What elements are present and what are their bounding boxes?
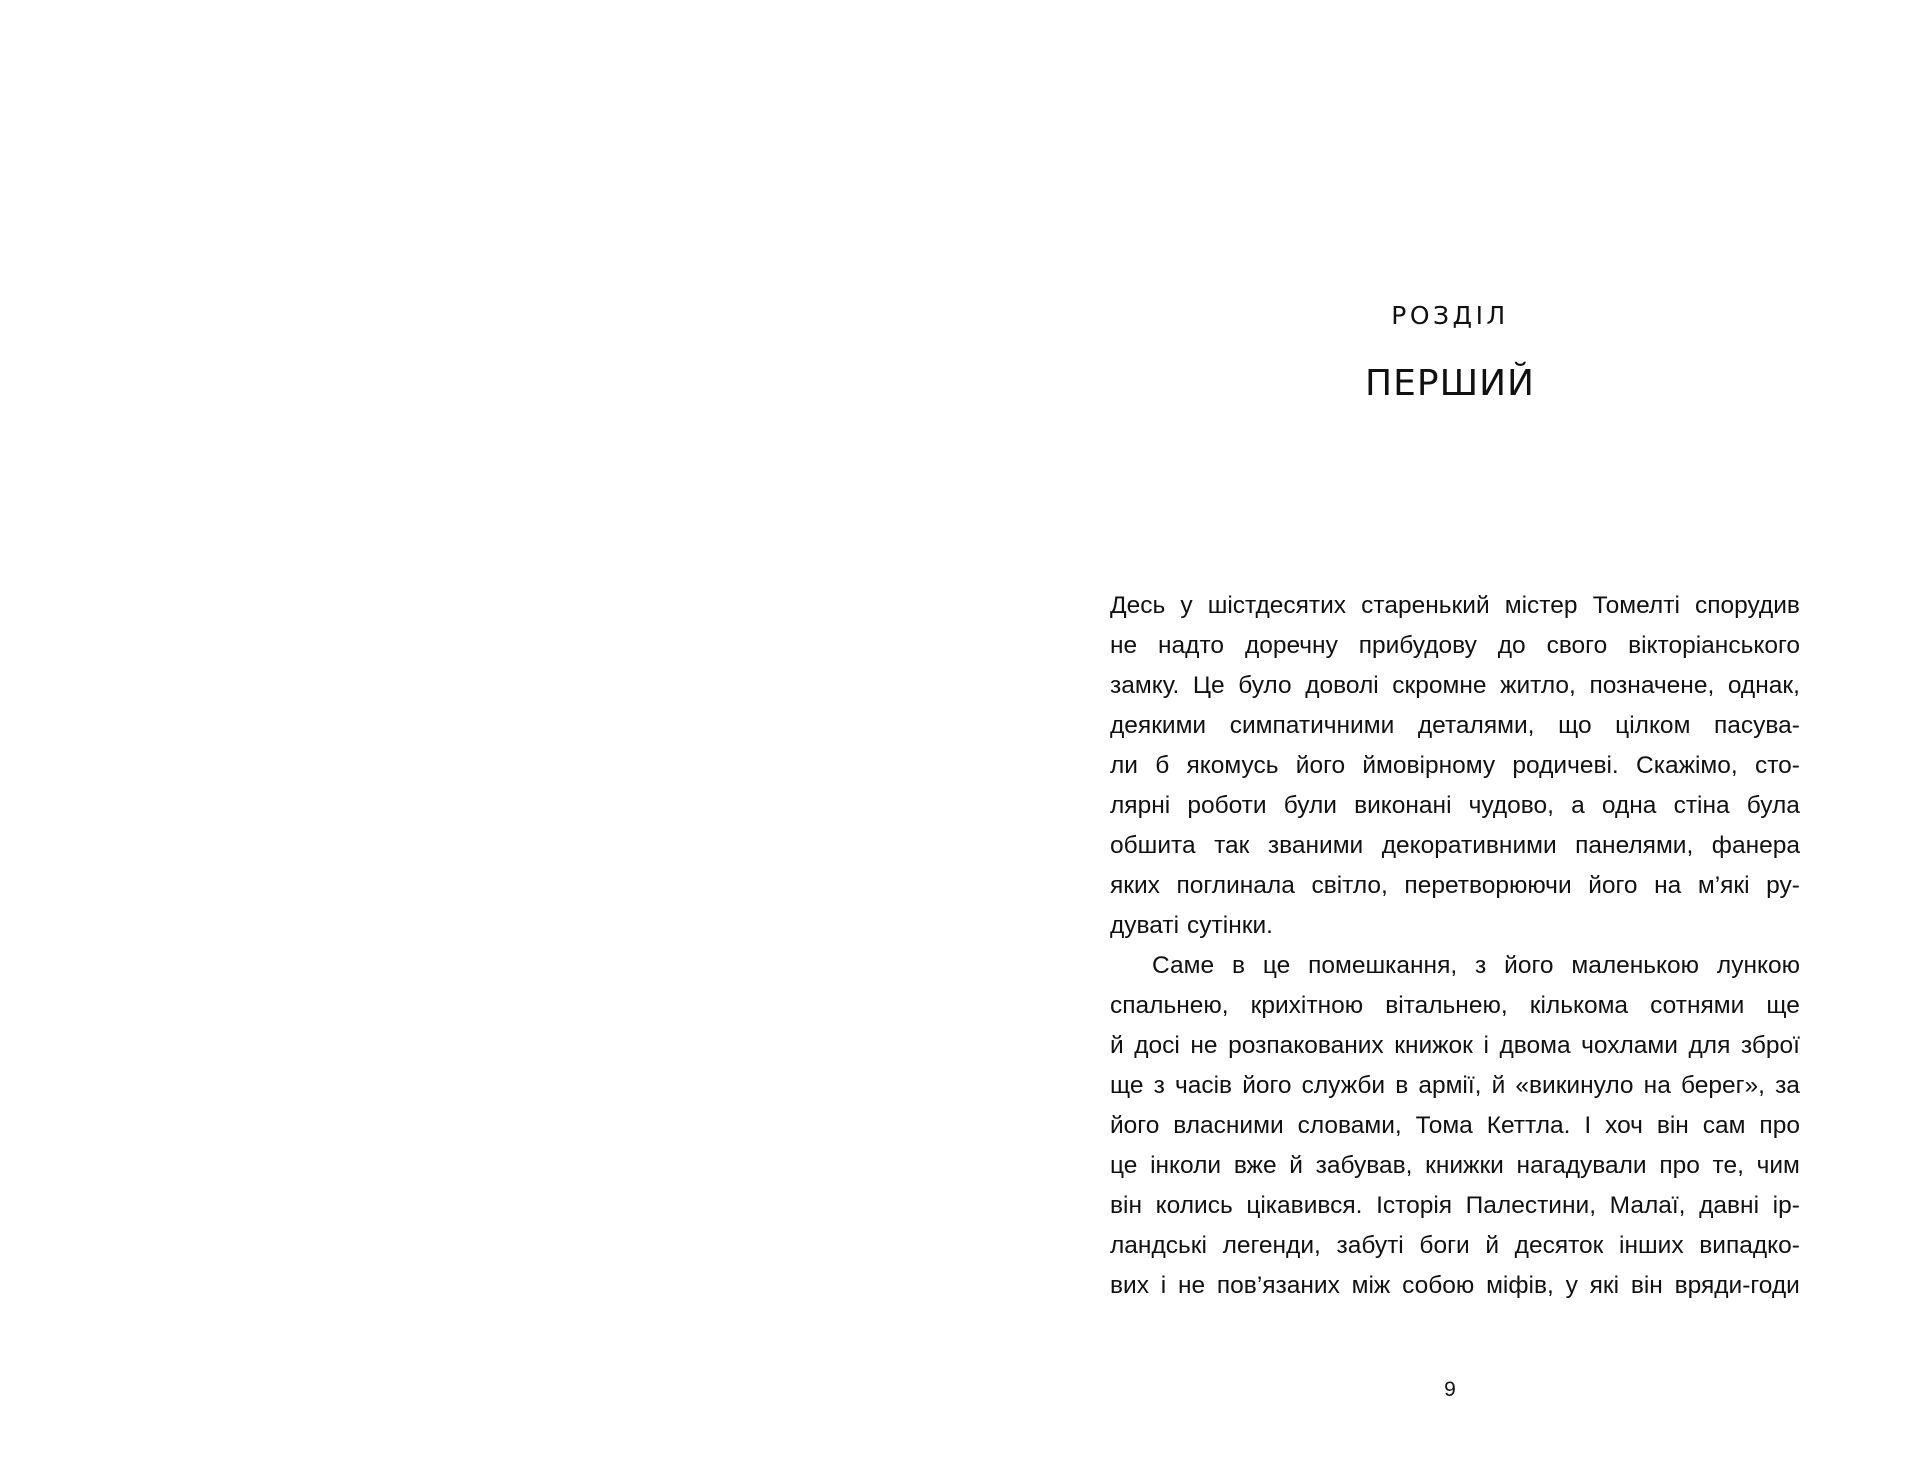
word: а (1571, 792, 1585, 819)
text-line (1110, 1106, 1800, 1146)
word: стіна (1673, 792, 1730, 819)
text-line (1110, 1186, 1800, 1226)
word: ймовірному (1362, 752, 1496, 779)
word: хоч (1605, 1112, 1643, 1139)
word: лункою (1716, 952, 1800, 979)
word: власними (1173, 1112, 1284, 1139)
word: ру- (1766, 872, 1800, 899)
word: що (1558, 712, 1592, 739)
word: деякими (1110, 712, 1207, 739)
word: якомусь (1186, 752, 1279, 779)
word: пов’язаних (1216, 1272, 1340, 1299)
text-line (1110, 626, 1800, 666)
word: ще (1110, 1072, 1144, 1099)
word: Історія (1376, 1192, 1453, 1219)
word: роботи (1187, 792, 1267, 819)
word: вже (1233, 1152, 1277, 1179)
word: Тома (1415, 1112, 1473, 1139)
word: чохлами (1581, 1032, 1678, 1059)
text-line (1110, 946, 1800, 986)
word: перетворюючи (1404, 872, 1572, 899)
word: і (1160, 1272, 1167, 1299)
text-line (1110, 666, 1800, 706)
word: берег», (1680, 1072, 1765, 1099)
text-line (1110, 1226, 1800, 1266)
word: за (1775, 1072, 1800, 1099)
word: вих (1110, 1272, 1149, 1299)
text-line (1110, 1266, 1800, 1306)
word: випадко- (1699, 1232, 1800, 1259)
word: розпакованих (1228, 1032, 1384, 1059)
word: забуті (1336, 1232, 1404, 1259)
word: одна (1601, 792, 1657, 819)
word: зброї (1740, 1032, 1800, 1059)
word: замку. (1110, 672, 1180, 699)
word: його (1588, 872, 1638, 899)
word: до (1497, 632, 1526, 659)
word: було (1238, 672, 1292, 699)
word: Палестини, (1465, 1192, 1597, 1219)
word: Скажімо, (1636, 752, 1738, 779)
word: його (1295, 752, 1346, 779)
word: симпатичними (1229, 712, 1395, 739)
word: його (1504, 952, 1554, 979)
text-line (1110, 1146, 1800, 1186)
word: в (1231, 952, 1245, 979)
word: у (1565, 1272, 1578, 1299)
word: світло, (1311, 872, 1388, 899)
word: ли (1110, 752, 1138, 779)
word: Томелті (1592, 592, 1680, 619)
word: книжки (1425, 1152, 1504, 1179)
word: давні (1699, 1192, 1760, 1219)
word: сто- (1754, 752, 1800, 779)
word: фанера (1711, 832, 1800, 859)
word: чим (1756, 1152, 1800, 1179)
word: родичеві. (1512, 752, 1619, 779)
text-line (1110, 866, 1800, 906)
word: надто (1158, 632, 1225, 659)
word: поглинала (1176, 872, 1295, 899)
word: скромне (1392, 672, 1487, 699)
word: пасува- (1714, 712, 1800, 739)
word: для (1688, 1032, 1731, 1059)
word: служби (1301, 1072, 1386, 1099)
word: про (1659, 1152, 1700, 1179)
word: «викинуло (1515, 1072, 1634, 1099)
word: і (1483, 1032, 1489, 1059)
text-line (1110, 826, 1800, 866)
word: він (1656, 1112, 1689, 1139)
word: вряди-годи (1674, 1272, 1800, 1299)
chapter-label: РОЗДІЛ (1391, 301, 1509, 330)
word: виконані (1354, 792, 1452, 819)
word: й (1289, 1152, 1303, 1179)
word: деталями, (1417, 712, 1535, 739)
word: не (1177, 1272, 1206, 1299)
word: помешкання, (1308, 952, 1458, 979)
word: Малаї, (1609, 1192, 1686, 1219)
word: вікторіанського (1628, 632, 1800, 659)
word: яких (1110, 872, 1160, 899)
word: легенди, (1222, 1232, 1321, 1259)
word: з (1153, 1072, 1165, 1099)
word: про (1759, 1112, 1800, 1139)
word: була (1746, 792, 1800, 819)
word: не (1190, 1032, 1218, 1059)
word: дуваті (1110, 912, 1180, 939)
word: й (1485, 1232, 1500, 1259)
word: сотнями (1650, 992, 1745, 1019)
word: сутінки. (1187, 912, 1273, 939)
word: сам (1702, 1112, 1746, 1139)
word: вітальнею, (1385, 992, 1508, 1019)
word: так (1214, 832, 1250, 859)
word: забував, (1315, 1152, 1413, 1179)
word: те, (1712, 1152, 1744, 1179)
word: крихітною (1250, 992, 1364, 1019)
word: словами, (1297, 1112, 1402, 1139)
text-line (1110, 986, 1800, 1026)
word: однак, (1727, 672, 1800, 699)
word: інколи (1150, 1152, 1222, 1179)
word: часів (1174, 1072, 1233, 1099)
word: Саме (1152, 952, 1215, 979)
body-text (1110, 586, 1800, 1306)
word: маленькою (1571, 952, 1700, 979)
word: лярні (1110, 792, 1171, 819)
word: боги (1419, 1232, 1470, 1259)
text-line (1110, 586, 1800, 626)
word: Це (1192, 672, 1225, 699)
word: досі (1134, 1032, 1180, 1059)
word: спальнею, (1110, 992, 1229, 1019)
word: між (1351, 1272, 1391, 1299)
word: Десь (1110, 592, 1166, 619)
word: доволі (1305, 672, 1379, 699)
word: книжок (1394, 1032, 1473, 1059)
word: ір- (1772, 1192, 1800, 1219)
word: житло, (1500, 672, 1576, 699)
word: цілком (1615, 712, 1691, 739)
word: декоративними (1381, 832, 1557, 859)
word: він (1630, 1272, 1663, 1299)
word: й (1491, 1072, 1506, 1099)
word: ландські (1110, 1232, 1207, 1259)
word: його (1110, 1112, 1160, 1139)
word: на (1654, 872, 1682, 899)
word: собою (1402, 1272, 1475, 1299)
word: це (1262, 952, 1291, 979)
word: обшита (1110, 832, 1196, 859)
page-number: 9 (1444, 1378, 1456, 1401)
word: й (1110, 1032, 1124, 1059)
word: не (1110, 632, 1138, 659)
word: містер (1504, 592, 1578, 619)
word: армії, (1418, 1072, 1482, 1099)
word: званими (1267, 832, 1364, 859)
text-line (1110, 1066, 1800, 1106)
text-line (1110, 706, 1800, 746)
word: колись (1155, 1192, 1233, 1219)
word: він (1110, 1192, 1142, 1219)
word: свого (1546, 632, 1608, 659)
word: які (1589, 1272, 1620, 1299)
word: панелями, (1575, 832, 1694, 859)
text-line (1110, 746, 1800, 786)
word: позначене, (1589, 672, 1715, 699)
word: інших (1619, 1232, 1684, 1259)
text-line (1110, 906, 1800, 946)
word: м’які (1697, 872, 1750, 899)
word: нагадували (1516, 1152, 1647, 1179)
chapter-title: ПЕРШИЙ (1365, 363, 1535, 404)
word: у (1180, 592, 1193, 619)
word: чудово, (1468, 792, 1554, 819)
word: Кеттла. (1486, 1112, 1571, 1139)
word: з (1475, 952, 1487, 979)
word: ще (1766, 992, 1800, 1019)
word: кількома (1529, 992, 1629, 1019)
word: старенький (1361, 592, 1490, 619)
word: міфів, (1486, 1272, 1554, 1299)
word: в (1395, 1072, 1409, 1099)
word: його (1242, 1072, 1292, 1099)
word: шістдесятих (1207, 592, 1347, 619)
word: десяток (1514, 1232, 1604, 1259)
word: цікавився. (1246, 1192, 1363, 1219)
word: б (1155, 752, 1170, 779)
word: були (1283, 792, 1337, 819)
word: двома (1499, 1032, 1571, 1059)
word: доречну (1244, 632, 1338, 659)
word: прибудову (1358, 632, 1477, 659)
word: це (1110, 1152, 1138, 1179)
text-line (1110, 1026, 1800, 1066)
word: спорудив (1695, 592, 1800, 619)
word: на (1643, 1072, 1671, 1099)
word: І (1584, 1112, 1592, 1139)
text-line (1110, 786, 1800, 826)
